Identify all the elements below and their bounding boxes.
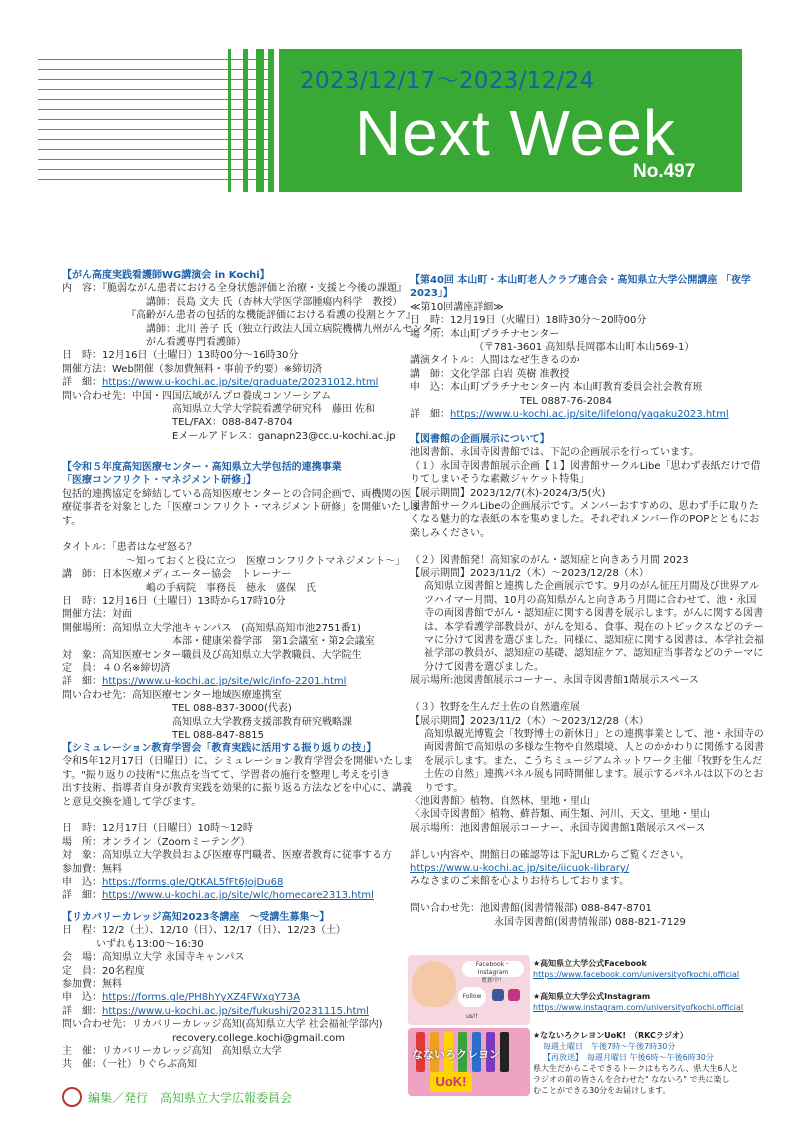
text-line: 共 催：（一社）りぐらぶ高知 xyxy=(62,1059,197,1071)
text-line: 永国寺図書館(図書情報部) 088-821-7129 xyxy=(494,916,686,928)
text-line: を展示します。また、こうちミュージアムネットワーク主催「牧野を生んだ xyxy=(424,755,763,767)
bubble-text: 更新中！ xyxy=(480,977,505,984)
text-line: 参加費：無料 xyxy=(62,863,122,875)
text-line: 問い合わせ先：高知医療センター地域医療連携室 xyxy=(62,689,282,701)
apply-label: 申 込： xyxy=(62,992,102,1004)
blank-line xyxy=(410,688,750,701)
instagram-link[interactable]: https://www.instagram.com/universityofkochi.official xyxy=(533,1003,744,1012)
text-line: 会 場：高知県立大学 永国寺キャンパス xyxy=(62,952,245,964)
mascot-icon xyxy=(412,961,456,1007)
section-simulation-education xyxy=(62,742,414,903)
facebook-icon xyxy=(492,989,504,1001)
section-library-exhibition xyxy=(410,433,764,929)
text-line: 内 容：『脆弱ながん患者における全身状態評価と治療・支援と今後の課題』 xyxy=(62,283,407,295)
radio-info xyxy=(533,1030,748,1096)
radio-text: ラジオの前の皆さんを合わせた" なないろ" で共に楽し xyxy=(533,1075,730,1084)
radio-text: むことができる30分をお届けします。 xyxy=(533,1086,671,1095)
sns-bubble xyxy=(462,961,524,984)
text-line: タイトル：「患者はなぜ怒る？ xyxy=(62,542,197,554)
text-line: 対 象：高知医療センター職員及び高知県立大学教職員、大学院生 xyxy=(62,649,362,661)
text-line: 図書館サークルLibeの企画展示です。メンバーおすすめの、思わず手に取りた xyxy=(410,501,759,513)
follow-bubble: Follow us!! xyxy=(458,987,486,1007)
text-line: 両図書館で高知県の多様な生物や自然環境、人とのかかわりに関係する図書 xyxy=(424,742,764,754)
text-line: 問い合わせ先：リカバリーカレッジ高知(高知県立大学 社会福祉学部内) xyxy=(62,1019,383,1031)
section-cancer-nursing xyxy=(62,269,442,443)
text-line: 日 時：12月19日（火曜日）18時30分～20時00分 xyxy=(410,315,647,327)
text-line: 高知県立大学大学院看護学研究科 藤田 佐和 xyxy=(172,404,376,416)
detail-link[interactable]: https://www.u-kochi.ac.jp/site/fukushi/20231115.html xyxy=(102,1005,369,1017)
text-line: 展示場所：池図書館展示コーナー、永国寺図書館1階展示スペース xyxy=(410,822,706,834)
sns-links xyxy=(533,958,748,1013)
section-title: 【シミュレーション教育学習会「教育実践に活用する振り返りの技」】 xyxy=(62,743,377,754)
text-line: 対 象：高知県立大学教員および医療専門職者、医療者教育に従事する方 xyxy=(62,850,392,862)
section-yagaku xyxy=(410,274,750,421)
text-line: 主 催：リカバリーカレッジ高知 高知県立大学 xyxy=(62,1046,282,1058)
text-line: りてしまいそうな素敵ジャケット特集」 xyxy=(410,474,590,486)
text-line: 高知県観光博覧会「牧野博士の新休日」との連携事業として、池・永国寺の xyxy=(424,728,764,740)
text-line: 【展示期間】2023/11/2（木）～2023/12/28（木） xyxy=(410,715,649,727)
uok-badge: UoK! xyxy=(430,1072,472,1092)
text-line: マに分けて図書を選びました。同様に、認知症に関する図書は、本学社会福 xyxy=(424,635,764,647)
email-text: recovery.college.kochi@gmail.com xyxy=(172,1032,345,1044)
text-line: TEL 088-837-3000(代表) xyxy=(172,703,292,715)
bubble-text: Facebook・Instagram xyxy=(475,961,511,976)
text-line: 【展示期間】2023/11/2（木）～2023/12/28（木） xyxy=(410,568,649,580)
text-line: いずれも13:00～16:30 xyxy=(96,938,204,950)
section-title: 「医療コンフリクト・マネジメント研修」】 xyxy=(62,475,257,487)
text-line: ～知っておくと役に立つ 医療コンフリクトマネジメント～」 xyxy=(126,555,406,567)
text-line: くなる魅力的な表紙の本を集めました。それぞれメンバー作のPOPとともにお xyxy=(410,514,760,526)
text-line: みなさまのご来館を心よりお待ちしております。 xyxy=(410,876,630,888)
library-link[interactable]: https://www.u-kochi.ac.jp/site/iicuok-library/ xyxy=(410,862,630,874)
text-line: 講師：北川 善子 氏（独立行政法人国立病院機構九州がんセンター xyxy=(146,323,442,335)
text-line: 場 所：本山町プラチナセンター xyxy=(410,328,560,340)
text-line: 寺の両図書館でがん・認知症に関する図書を展示します。がんに関する図書 xyxy=(424,608,764,620)
text-line: 問い合わせ先：中国・四国広域がんプロ養成コンソーシアム xyxy=(62,390,332,402)
detail-label: 詳 細： xyxy=(62,890,102,902)
text-line: 参加費：無料 xyxy=(62,979,122,991)
text-line: 日 程：12/2（土）、12/10（日）、12/17（日）、12/23（土） xyxy=(62,925,346,937)
text-line: 〈池図書館〉植物、自然林、里地・里山 xyxy=(410,795,590,807)
radio-title: ★なないろクレヨンUoK! （RKCラジオ） xyxy=(533,1031,688,1040)
section-title: 2023」】 xyxy=(410,288,453,300)
detail-label: 詳 細： xyxy=(62,676,102,688)
text-line: 日 時：12月16日（土曜日）13時00分～16時30分 xyxy=(62,350,299,362)
text-line: 包括的連携協定を締結している高知医療センターとの合同企画で、両機関の医 xyxy=(62,488,412,500)
blank-line xyxy=(410,540,750,553)
section-title: 【がん高度実践看護師WG講演会 in Kochi】 xyxy=(62,270,270,281)
text-line: 開催方法：Web開催（参加費無料・事前予約要）※締切済 xyxy=(62,363,323,375)
apply-label: 申 込： xyxy=(62,877,102,889)
text-line: 高知県立図書館と連携した企画展示です。9月のがん征圧月間及び世界アル xyxy=(424,581,760,593)
text-line: Eメールアドレス：ganapn23@cc.u-kochi.ac.jp xyxy=(172,430,396,442)
detail-link[interactable]: https://www.u-kochi.ac.jp/site/wlc/info-2201.html xyxy=(102,676,347,688)
text-line: 『高齢がん患者の包括的な機能評価における看護の役割とケア』 xyxy=(126,310,416,322)
radio-schedule: 毎週土曜日 午後7時～午後7時30分 xyxy=(543,1042,676,1051)
section-recovery-college xyxy=(62,911,402,1072)
text-line: 【展示期間】2023/12/7(木)-2024/3/5(火) xyxy=(410,487,606,499)
apply-link[interactable]: https://forms.gle/QtKAL5fFt6JojDu68 xyxy=(102,877,284,889)
text-line: TEL 0887-76-2084 xyxy=(520,395,613,407)
text-line: 詳しい内容や、開館日の確認等は下記URLからご覧ください。 xyxy=(410,849,690,861)
date-range: 2023/12/17～2023/12/24 xyxy=(300,68,595,94)
detail-link[interactable]: https://www.u-kochi.ac.jp/site/lifelong/yagaku2023.html xyxy=(450,409,729,421)
text-line: 開催方法：対面 xyxy=(62,609,132,621)
text-line: りです。 xyxy=(424,782,464,794)
text-line: 講 師：文化学部 白岩 英樹 准教授 xyxy=(410,368,570,380)
blank-line xyxy=(62,809,402,822)
text-line: 定 員：20名程度 xyxy=(62,965,145,977)
text-line: TEL/FAX：088-847-8704 xyxy=(172,417,293,429)
text-line: す。"振り返りの技術"に焦点を当てて、学習者の施行を整理し考えを引き xyxy=(62,769,391,781)
radio-schedule: 【再放送】 毎週月曜日 午後6時～午後6時30分 xyxy=(543,1053,714,1062)
text-line: 高知県立大学教務支援部教育研究戦略課 xyxy=(172,716,352,728)
blank-line xyxy=(62,528,402,541)
text-line: （２）図書館発！高知家のがん・認知症と向きあう月間 2023 xyxy=(410,554,689,566)
issue-number: No.497 xyxy=(633,161,696,182)
detail-link[interactable]: https://www.u-kochi.ac.jp/site/graduate/20231012.html xyxy=(102,377,379,389)
instagram-icon xyxy=(508,989,520,1001)
section-conflict-management xyxy=(62,461,422,743)
section-title: 【図書館の企画展示について】 xyxy=(410,434,550,445)
text-line: 嶋の手病院 事務長 徳永 盛保 氏 xyxy=(146,582,316,594)
spacer xyxy=(533,980,748,991)
apply-link[interactable]: https://forms.gle/PH8hYyXZ4FWxqY73A xyxy=(102,992,301,1004)
text-line: 土佐の自然」連携パネル展も同時開催します。展示するパネルは以下のとお xyxy=(424,769,764,781)
text-line: 出す技術、指導者自身が教育実践を効果的に振り返る方法などを中心に、講義 xyxy=(62,783,412,795)
text-line: 講 師：日本医療メディエーター協会 トレーナー xyxy=(62,569,292,581)
sns-illustration xyxy=(408,955,530,1025)
text-line: 問い合わせ先：池図書館(図書情報部) 088-847-8701 xyxy=(410,903,652,915)
text-line: 分けて図書を選びました。 xyxy=(424,661,544,673)
crayon-icon xyxy=(500,1032,509,1072)
blank-line xyxy=(410,835,750,848)
text-line: （１）永国寺図書館展示企画【１】図書館サークルLibe「思わず表紙だけで借 xyxy=(410,460,761,472)
section-title: 【第40回 本山町・本山町老人クラブ連合会・高知県立大学公開講座 「夜学 xyxy=(410,275,751,286)
text-line: 祉学部の教員が、認知症の基礎、認知症ケア、認知症当事者などのテーマに xyxy=(424,648,764,660)
detail-label: 詳 細： xyxy=(62,1005,102,1017)
text-line: （３）牧野を生んだ土佐の自然遺産展 xyxy=(410,702,580,714)
text-line: （〒781-3601 高知県長岡郡本山町本山569-1） xyxy=(474,342,695,354)
instagram-label: ★高知県立大学公式Instagram xyxy=(533,992,651,1001)
text-line: ≪第10回講座詳細≫ xyxy=(410,301,504,313)
text-line: 〈永国寺図書館〉植物、蘚苔類、両生類、河川、天文、里地・里山 xyxy=(410,809,710,821)
text-line: 申 込：本山町プラチナセンター内 本山町教育委員会社会教育班 xyxy=(410,382,703,394)
facebook-link[interactable]: https://www.facebook.com/universityofkochi.official xyxy=(533,970,740,979)
text-line: 場 所：オンライン（Zoomミーテング） xyxy=(62,836,251,848)
text-line: と意見交換を通して学びます。 xyxy=(62,796,202,808)
facebook-label: ★高知県立大学公式Facebook xyxy=(533,959,647,968)
section-title: 【リカバリーカレッジ高知2023冬講座 ～受講生募集～】 xyxy=(62,912,330,923)
text-line: 日 時：12月16日（土曜日）13時から17時10分 xyxy=(62,596,286,608)
text-line: 池図書館、永国寺図書館では、下記の企画展示を行っています。 xyxy=(410,447,700,459)
text-line: TEL 088-847-8815 xyxy=(172,730,265,742)
text-line: 定 員：４０名※締切済 xyxy=(62,663,171,675)
text-line: 日 時：12月17日（日曜日）10時～12時 xyxy=(62,823,253,835)
footer-editor: 編集／発行 高知県立大学広報委員会 xyxy=(88,1091,293,1105)
section-title: 【令和５年度高知医療センター・高知県立大学包括的連携事業 xyxy=(62,462,342,473)
detail-label: 詳 細： xyxy=(62,377,102,389)
radio-logo-text: なないろクレヨン xyxy=(412,1048,500,1061)
newsletter-title: Next Week xyxy=(355,97,676,169)
blank-line xyxy=(410,889,750,902)
text-line: 開催場所：高知県立大学池キャンパス (高知県高知市池2751番1) xyxy=(62,622,361,634)
text-line: がん看護専門看護師） xyxy=(146,337,246,349)
radio-illustration xyxy=(408,1028,530,1096)
text-line: 楽しみください。 xyxy=(410,527,490,539)
radio-text: 県大生だからこそできるトークはもちろん、県大生6人と xyxy=(533,1064,739,1073)
university-logo-icon xyxy=(62,1087,82,1107)
text-line: 本部・健康栄養学部 第1会議室・第2会議室 xyxy=(172,636,375,648)
text-line: 療従事者を対象とした「医療コンフリクト・マネジメント研修」を開催いたしま xyxy=(62,502,422,514)
text-line: ツハイマー月間、10月の高知県がんと向きあう月間に合わせて、池・永国 xyxy=(424,594,757,606)
text-line: 令和5年12月17日（日曜日）に、シミュレーション教育学習会を開催いたしま xyxy=(62,756,414,768)
text-line: 展示場所:池図書館展示コーナー、永国寺図書館1階展示スペース xyxy=(410,675,699,687)
detail-label: 詳 細： xyxy=(410,409,450,421)
text-line: 講演タイトル：人間はなぜ生きるのか xyxy=(410,355,580,367)
text-line: す。 xyxy=(62,515,82,527)
text-line: 講師：長島 文夫 氏（杏林大学医学部腫瘍内科学 教授） xyxy=(146,296,403,308)
header-stripes xyxy=(38,49,274,192)
detail-link[interactable]: https://www.u-kochi.ac.jp/site/wlc/homecare2313.html xyxy=(102,890,374,902)
text-line: は、本学看護学部教員が、がんを知る、食事、現在のトピックスなどのテー xyxy=(424,621,764,633)
